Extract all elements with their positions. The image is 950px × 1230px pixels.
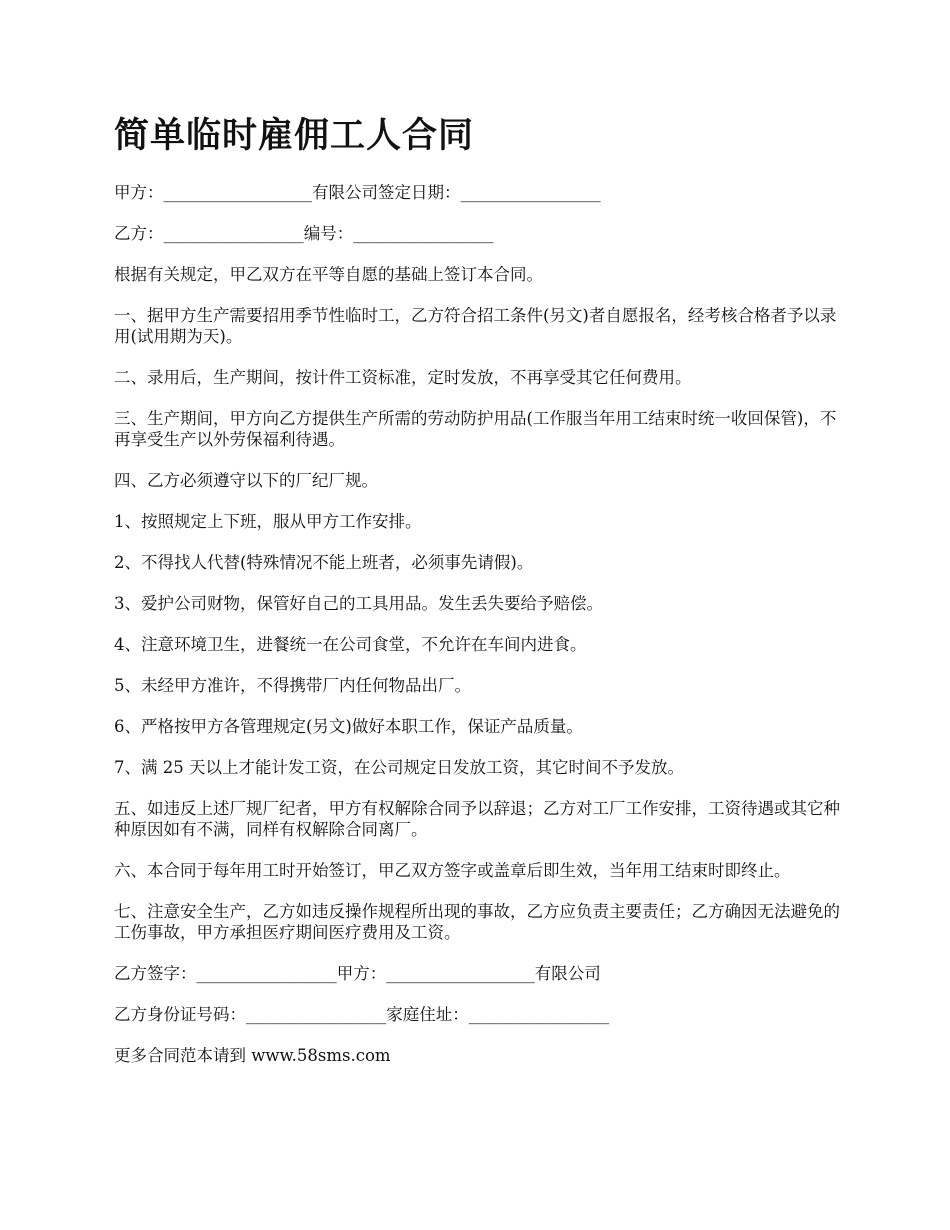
- clause-3: 三、生产期间，甲方向乙方提供生产所需的劳动防护用品(工作服当年用工结束时统一收回保管)，不再享受生产以外劳保福利待遇。: [114, 409, 837, 449]
- clause-5: 五、如违反上述厂规厂纪者，甲方有权解除合同予以辞退；乙方对工厂工作安排，工资待遇或其它种种原因如有不满，同样有权解除合同离厂。: [114, 799, 840, 839]
- rule-2: 2、不得找人代替(特殊情况不能上班者，必须事先请假)。: [114, 553, 534, 572]
- clause-4: 四、乙方必须遵守以下的厂纪厂规。: [114, 471, 378, 490]
- rule-5: 5、未经甲方准许，不得携带厂内任何物品出厂。: [114, 676, 471, 695]
- clause-6: 六、本合同于每年用工时开始签订，甲乙双方签字或盖章后即生效，当年用工结束时即终止。: [114, 861, 791, 880]
- rule-1: 1、按照规定上下班，服从甲方工作安排。: [114, 512, 422, 531]
- clause-7: 七、注意安全生产，乙方如违反操作规程所出现的事故，乙方应负责主要责任；乙方确因无法避免的工伤事故，甲方承担医疗期间医疗费用及工资。: [114, 902, 840, 942]
- document-title: 简单临时雇佣工人合同: [114, 116, 475, 156]
- clause-2: 二、录用后，生产期间，按计件工资标准，定时发放，不再享受其它任何费用。: [114, 368, 692, 387]
- footer-link-text: 更多合同范本请到 www.58sms.com: [114, 1046, 391, 1065]
- preamble: 根据有关规定，甲乙双方在平等自愿的基础上签订本合同。: [114, 265, 543, 284]
- clause-1: 一、据甲方生产需要招用季节性临时工，乙方符合招工条件(另文)者自愿报名，经考核合格者予以录用(试用期为天)。: [114, 306, 837, 346]
- contract-document: [114, 112, 844, 1086]
- id-address-line: 乙方身份证号码：_________________家庭住址：_________________: [114, 1005, 609, 1024]
- signature-line: 乙方签字：_________________甲方：__________________有限公司: [114, 964, 601, 983]
- rule-6: 6、严格按甲方各管理规定(另文)做好本职工作，保证产品质量。: [114, 717, 583, 736]
- rule-3: 3、爱护公司财物，保管好自己的工具用品。发生丢失要给予赔偿。: [114, 594, 603, 613]
- rule-4: 4、注意环境卫生，进餐统一在公司食堂，不允许在车间内进食。: [114, 635, 587, 654]
- party-a-line: 甲方：__________________有限公司签定日期：_________________: [114, 183, 601, 202]
- party-b-line: 乙方：_________________编号：_________________: [114, 224, 494, 243]
- rule-7: 7、满 25 天以上才能计发工资，在公司规定日发放工资，其它时间不予发放。: [114, 758, 684, 777]
